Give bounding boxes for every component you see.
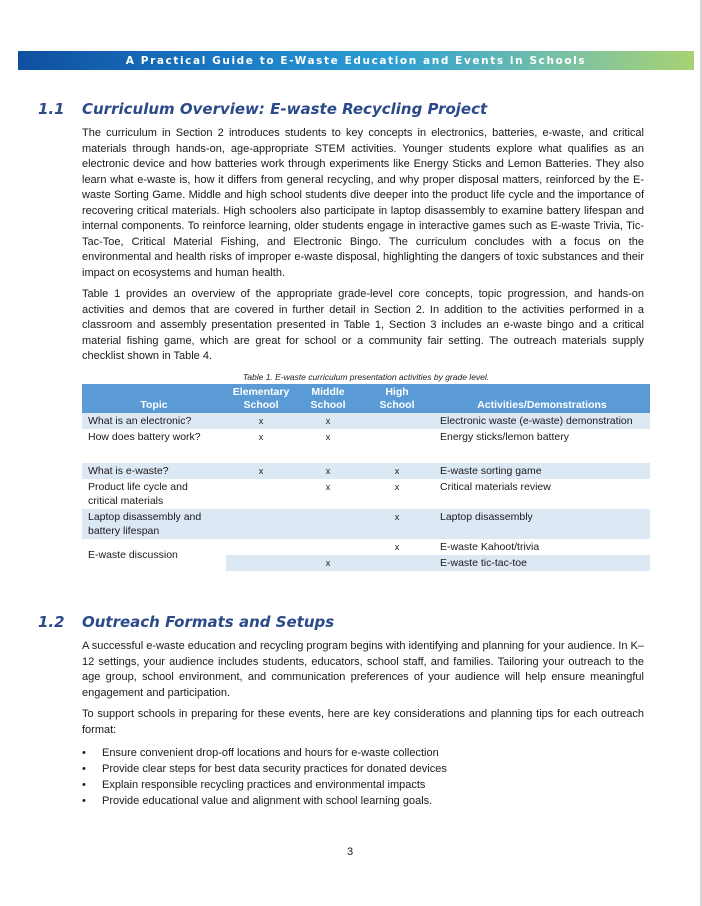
cell-middle: x xyxy=(325,432,331,442)
cell-activity: E-waste sorting game xyxy=(434,463,650,479)
cell-activity: Critical materials review xyxy=(440,481,551,493)
table-row xyxy=(82,479,650,509)
bullet-icon: • xyxy=(82,763,86,775)
cell-high xyxy=(360,429,434,463)
cell-elementary xyxy=(226,509,296,539)
cell-topic: How does battery work? xyxy=(88,431,201,443)
table-row xyxy=(82,413,650,429)
grade-level-table xyxy=(82,384,650,571)
header-elementary xyxy=(226,384,296,413)
section-number: 1.2 xyxy=(38,613,65,631)
header-high xyxy=(360,384,434,413)
cell-activity: E-waste tic-tac-toe xyxy=(434,555,650,571)
cell-middle: x xyxy=(296,555,360,571)
header-high-line1: High xyxy=(385,386,409,398)
cell-high: x xyxy=(360,463,434,479)
list-item-text: Ensure convenient drop-off locations and hours for e-waste collection xyxy=(102,747,439,759)
section-title: Outreach Formats and Setups xyxy=(82,613,335,631)
header-banner xyxy=(18,51,694,70)
list-item xyxy=(82,793,447,809)
cell-elementary: x xyxy=(226,463,296,479)
bullet-icon: • xyxy=(82,779,86,791)
cell-topic: Laptop disassembly and battery lifespan xyxy=(82,509,226,539)
cell-topic: Product life cycle and critical materials xyxy=(88,481,188,507)
page-number: 3 xyxy=(346,846,354,858)
cell-middle: x xyxy=(296,463,360,479)
section-heading-1-1 xyxy=(38,100,487,118)
cell-activity: Energy sticks/lemon battery xyxy=(440,431,569,443)
bullet-icon: • xyxy=(82,795,86,807)
list-item-text: Provide educational value and alignment with school learning goals. xyxy=(102,795,433,807)
section-title: Curriculum Overview: E-waste Recycling Project xyxy=(82,100,488,118)
table-caption: Table 1. E-waste curriculum presentation activities by grade level. xyxy=(242,372,490,382)
table-row xyxy=(82,509,650,539)
header-middle-line2: School xyxy=(310,399,346,411)
table-row xyxy=(82,463,650,479)
cell-high: x xyxy=(394,482,400,492)
cell-elementary: x xyxy=(226,413,296,429)
section-number: 1.1 xyxy=(38,100,65,118)
cell-middle xyxy=(296,509,360,539)
header-topic: Topic xyxy=(82,384,226,413)
list-item xyxy=(82,761,447,777)
list-item-text: Explain responsible recycling practices and environmental impacts xyxy=(102,779,426,791)
curriculum-paragraph-2: Table 1 provides an overview of the appropriate grade-level core concepts, topic progression, and hands-on activities and demos that are covered in further detail in Section 2. In addition to the activities performed in a classroom and assembly presentation presented in Table 1, Section 3 includes an e-waste bingo and a critical material fishing game, which are great for school or a community fair setting. The outreach materials supply checklist shown in Table 4. xyxy=(82,288,644,362)
cell-elementary xyxy=(226,555,296,571)
header-activities: Activities/Demonstrations xyxy=(434,384,650,413)
curriculum-paragraph-1: The curriculum in Section 2 introduces students to key concepts in electronics, batteries, e-waste, and critical materials through hands-on, age-appropriate STEM activities. Younger students explore what qualifies as an electronic device and how batteries work through experiments like Energy Sticks and Lemon Batteries. They also learn what e-waste is, how it differs from general recycling, and why proper disposal matters, reinforced by the E-waste Sorting Game. Middle and high school students dive deeper into the product life cycle and the importance of recovering critical materials. High schoolers also participate in laptop disassembly to examine battery lifespan and internal components. To reinforce learning, older students engage in interactive games such as E-waste Trivia, Tic-Tac-Toe, Critical Material Fishing, and Electronic Bingo. The curriculum concludes with a focus on the environmental and health risks of improper e-waste disposal, highlighting the dangers of toxic substances and their impact on ecosystems and human health. xyxy=(82,127,644,279)
cell-topic: E-waste discussion xyxy=(88,549,178,561)
header-middle xyxy=(296,384,360,413)
table-row xyxy=(82,539,650,555)
bullet-icon: • xyxy=(82,747,86,759)
outreach-paragraph-2: To support schools in preparing for these events, here are key considerations and planning tips for each outreach format: xyxy=(82,708,644,736)
cell-middle xyxy=(296,539,360,555)
cell-middle: x xyxy=(296,413,360,429)
cell-activity: Electronic waste (e-waste) demonstration xyxy=(434,413,650,429)
cell-elementary: x xyxy=(258,432,264,442)
cell-high: x xyxy=(360,509,434,539)
cell-high xyxy=(360,413,434,429)
table-row xyxy=(82,429,650,463)
cell-high: x xyxy=(394,542,400,552)
cell-elementary xyxy=(226,539,296,555)
header-elementary-line2: School xyxy=(243,399,279,411)
list-item-text: Provide clear steps for best data security practices for donated devices xyxy=(102,763,447,775)
cell-high xyxy=(360,555,434,571)
cell-activity: Laptop disassembly xyxy=(434,509,650,539)
outreach-paragraph-1: A successful e-waste education and recycling program begins with identifying and planning for your audience. In K–12 settings, your audience includes students, educators, school staff, and families. Tailoring your outreach to the age group, school environment, and communication preferences of your audience will help ensure meaningful engagement and participation. xyxy=(82,640,644,699)
cell-topic: What is e-waste? xyxy=(82,463,226,479)
header-middle-line1: Middle xyxy=(311,386,345,398)
cell-elementary xyxy=(226,479,296,509)
header-high-line2: School xyxy=(379,399,415,411)
cell-activity: E-waste Kahoot/trivia xyxy=(440,541,540,553)
banner-title: A Practical Guide to E-Waste Education and Events in Schools xyxy=(125,54,587,67)
table-header-row xyxy=(82,384,650,413)
cell-middle: x xyxy=(325,482,331,492)
list-item xyxy=(82,745,447,761)
header-elementary-line1: Elementary xyxy=(232,386,290,398)
section-heading-1-2 xyxy=(38,613,334,631)
cell-topic: What is an electronic? xyxy=(82,413,226,429)
planning-tips-list xyxy=(82,745,447,809)
list-item xyxy=(82,777,447,793)
